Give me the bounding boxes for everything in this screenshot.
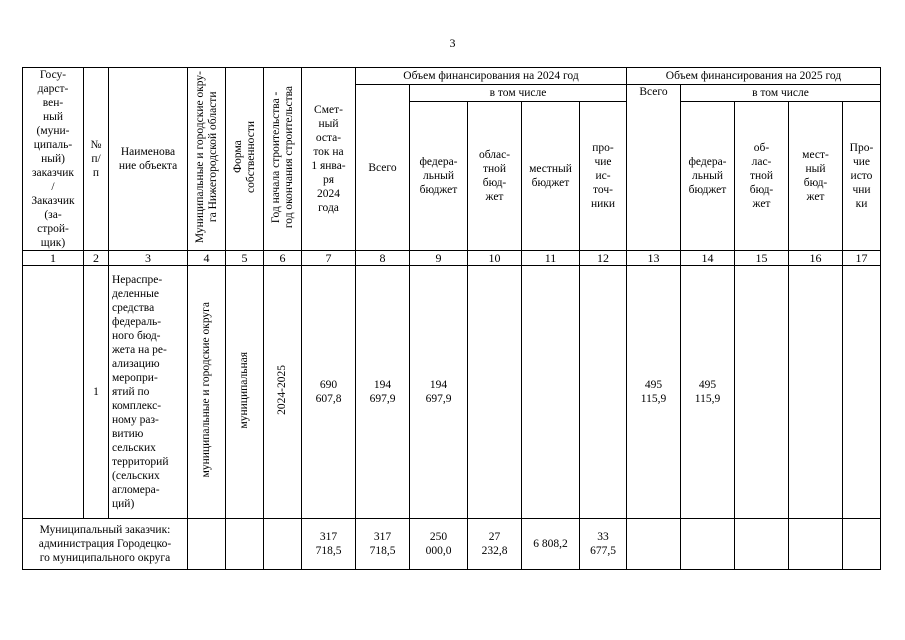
financing-table <box>22 67 881 570</box>
header-fin-2025: Объем финансирования на 2025 год <box>627 68 881 85</box>
header-district: Муниципальные и городские окру- га Нижегородской области <box>188 68 226 251</box>
header-ownership: Форма собственности <box>226 68 264 251</box>
summary-label-cell: Муниципальный заказчик: администрация Городецко- го муниципального округа <box>23 519 188 570</box>
header-num: № п/ п <box>84 68 109 251</box>
column-number: 2 <box>84 251 109 266</box>
header-local-2024: местный бюджет <box>522 102 580 251</box>
summary-regional-2025-cell <box>735 519 789 570</box>
row-other-2024-cell <box>580 266 627 519</box>
header-total-2024: Всего <box>356 85 410 251</box>
row-object-name-cell: Нераспре- деленные средства федераль- ного бюд- жета на ре- ализацию меропри- ятий по комплекс- ному раз- витию сельских территорий (сельских агломера- ций) <box>109 266 188 519</box>
summary-regional-2024-cell: 27 232,8 <box>468 519 522 570</box>
page-number: 3 <box>449 36 456 50</box>
row-years-cell: 2024-2025 <box>264 266 302 519</box>
row-federal-2025-cell: 495 115,9 <box>681 266 735 519</box>
header-including-2024: в том числе <box>410 85 627 102</box>
row-num-cell: 1 <box>84 266 109 519</box>
row-local-2024-cell <box>522 266 580 519</box>
column-number: 9 <box>410 251 468 266</box>
header-including-2025: в том числе <box>681 85 881 102</box>
column-number: 3 <box>109 251 188 266</box>
row-other-2025-cell <box>843 266 881 519</box>
row-federal-2024-cell: 194 697,9 <box>410 266 468 519</box>
column-number: 6 <box>264 251 302 266</box>
row-customer-cell <box>23 266 84 519</box>
summary-local-2024-cell: 6 808,2 <box>522 519 580 570</box>
header-total-2025: Всего <box>627 85 681 251</box>
summary-ownership-cell <box>226 519 264 570</box>
row-total-2025-cell: 495 115,9 <box>627 266 681 519</box>
column-number: 5 <box>226 251 264 266</box>
row-ownership-cell: муниципальная <box>226 266 264 519</box>
summary-other-2025-cell <box>843 519 881 570</box>
summary-federal-2025-cell <box>681 519 735 570</box>
summary-row <box>23 519 881 570</box>
row-district-cell: муниципальные и городские округа <box>188 266 226 519</box>
header-other-2025: Про- чие исто чни ки <box>843 102 881 251</box>
summary-total-2025-cell <box>627 519 681 570</box>
summary-district-cell <box>188 519 226 570</box>
header-customer: Госу- дарст- вен- ный (муни- ципаль- ный) заказчик / Заказчик (за- строй- щик) <box>23 68 84 251</box>
column-number: 16 <box>789 251 843 266</box>
column-number: 10 <box>468 251 522 266</box>
header-years: Год начала строительства - год окончания строительства <box>264 68 302 251</box>
row-total-2024-cell: 194 697,9 <box>356 266 410 519</box>
summary-other-2024-cell: 33 677,5 <box>580 519 627 570</box>
column-number: 17 <box>843 251 881 266</box>
header-local-2025: мест- ный бюд- жет <box>789 102 843 251</box>
summary-total-2024-cell: 317 718,5 <box>356 519 410 570</box>
column-number: 11 <box>522 251 580 266</box>
column-number: 13 <box>627 251 681 266</box>
row-regional-2025-cell <box>735 266 789 519</box>
row-regional-2024-cell <box>468 266 522 519</box>
header-federal-2025: федера- льный бюджет <box>681 102 735 251</box>
column-number: 14 <box>681 251 735 266</box>
header-object-name: Наименова ние объекта <box>109 68 188 251</box>
row-balance-cell: 690 607,8 <box>302 266 356 519</box>
header-regional-2025: об- лас- тной бюд- жет <box>735 102 789 251</box>
column-number: 1 <box>23 251 84 266</box>
column-number: 8 <box>356 251 410 266</box>
header-fin-2024: Объем финансирования на 2024 год <box>356 68 627 85</box>
column-number: 12 <box>580 251 627 266</box>
column-number: 15 <box>735 251 789 266</box>
column-number-row <box>23 251 881 266</box>
column-number: 4 <box>188 251 226 266</box>
table-row <box>23 266 881 519</box>
header-regional-2024: облас- тной бюд- жет <box>468 102 522 251</box>
row-local-2025-cell <box>789 266 843 519</box>
column-number: 7 <box>302 251 356 266</box>
header-federal-2024: федера- льный бюджет <box>410 102 468 251</box>
summary-balance-cell: 317 718,5 <box>302 519 356 570</box>
summary-years-cell <box>264 519 302 570</box>
summary-local-2025-cell <box>789 519 843 570</box>
header-balance: Смет- ный оста- ток на 1 янва- ря 2024 года <box>302 68 356 251</box>
header-other-2024: про- чие ис- точ- ники <box>580 102 627 251</box>
summary-federal-2024-cell: 250 000,0 <box>410 519 468 570</box>
